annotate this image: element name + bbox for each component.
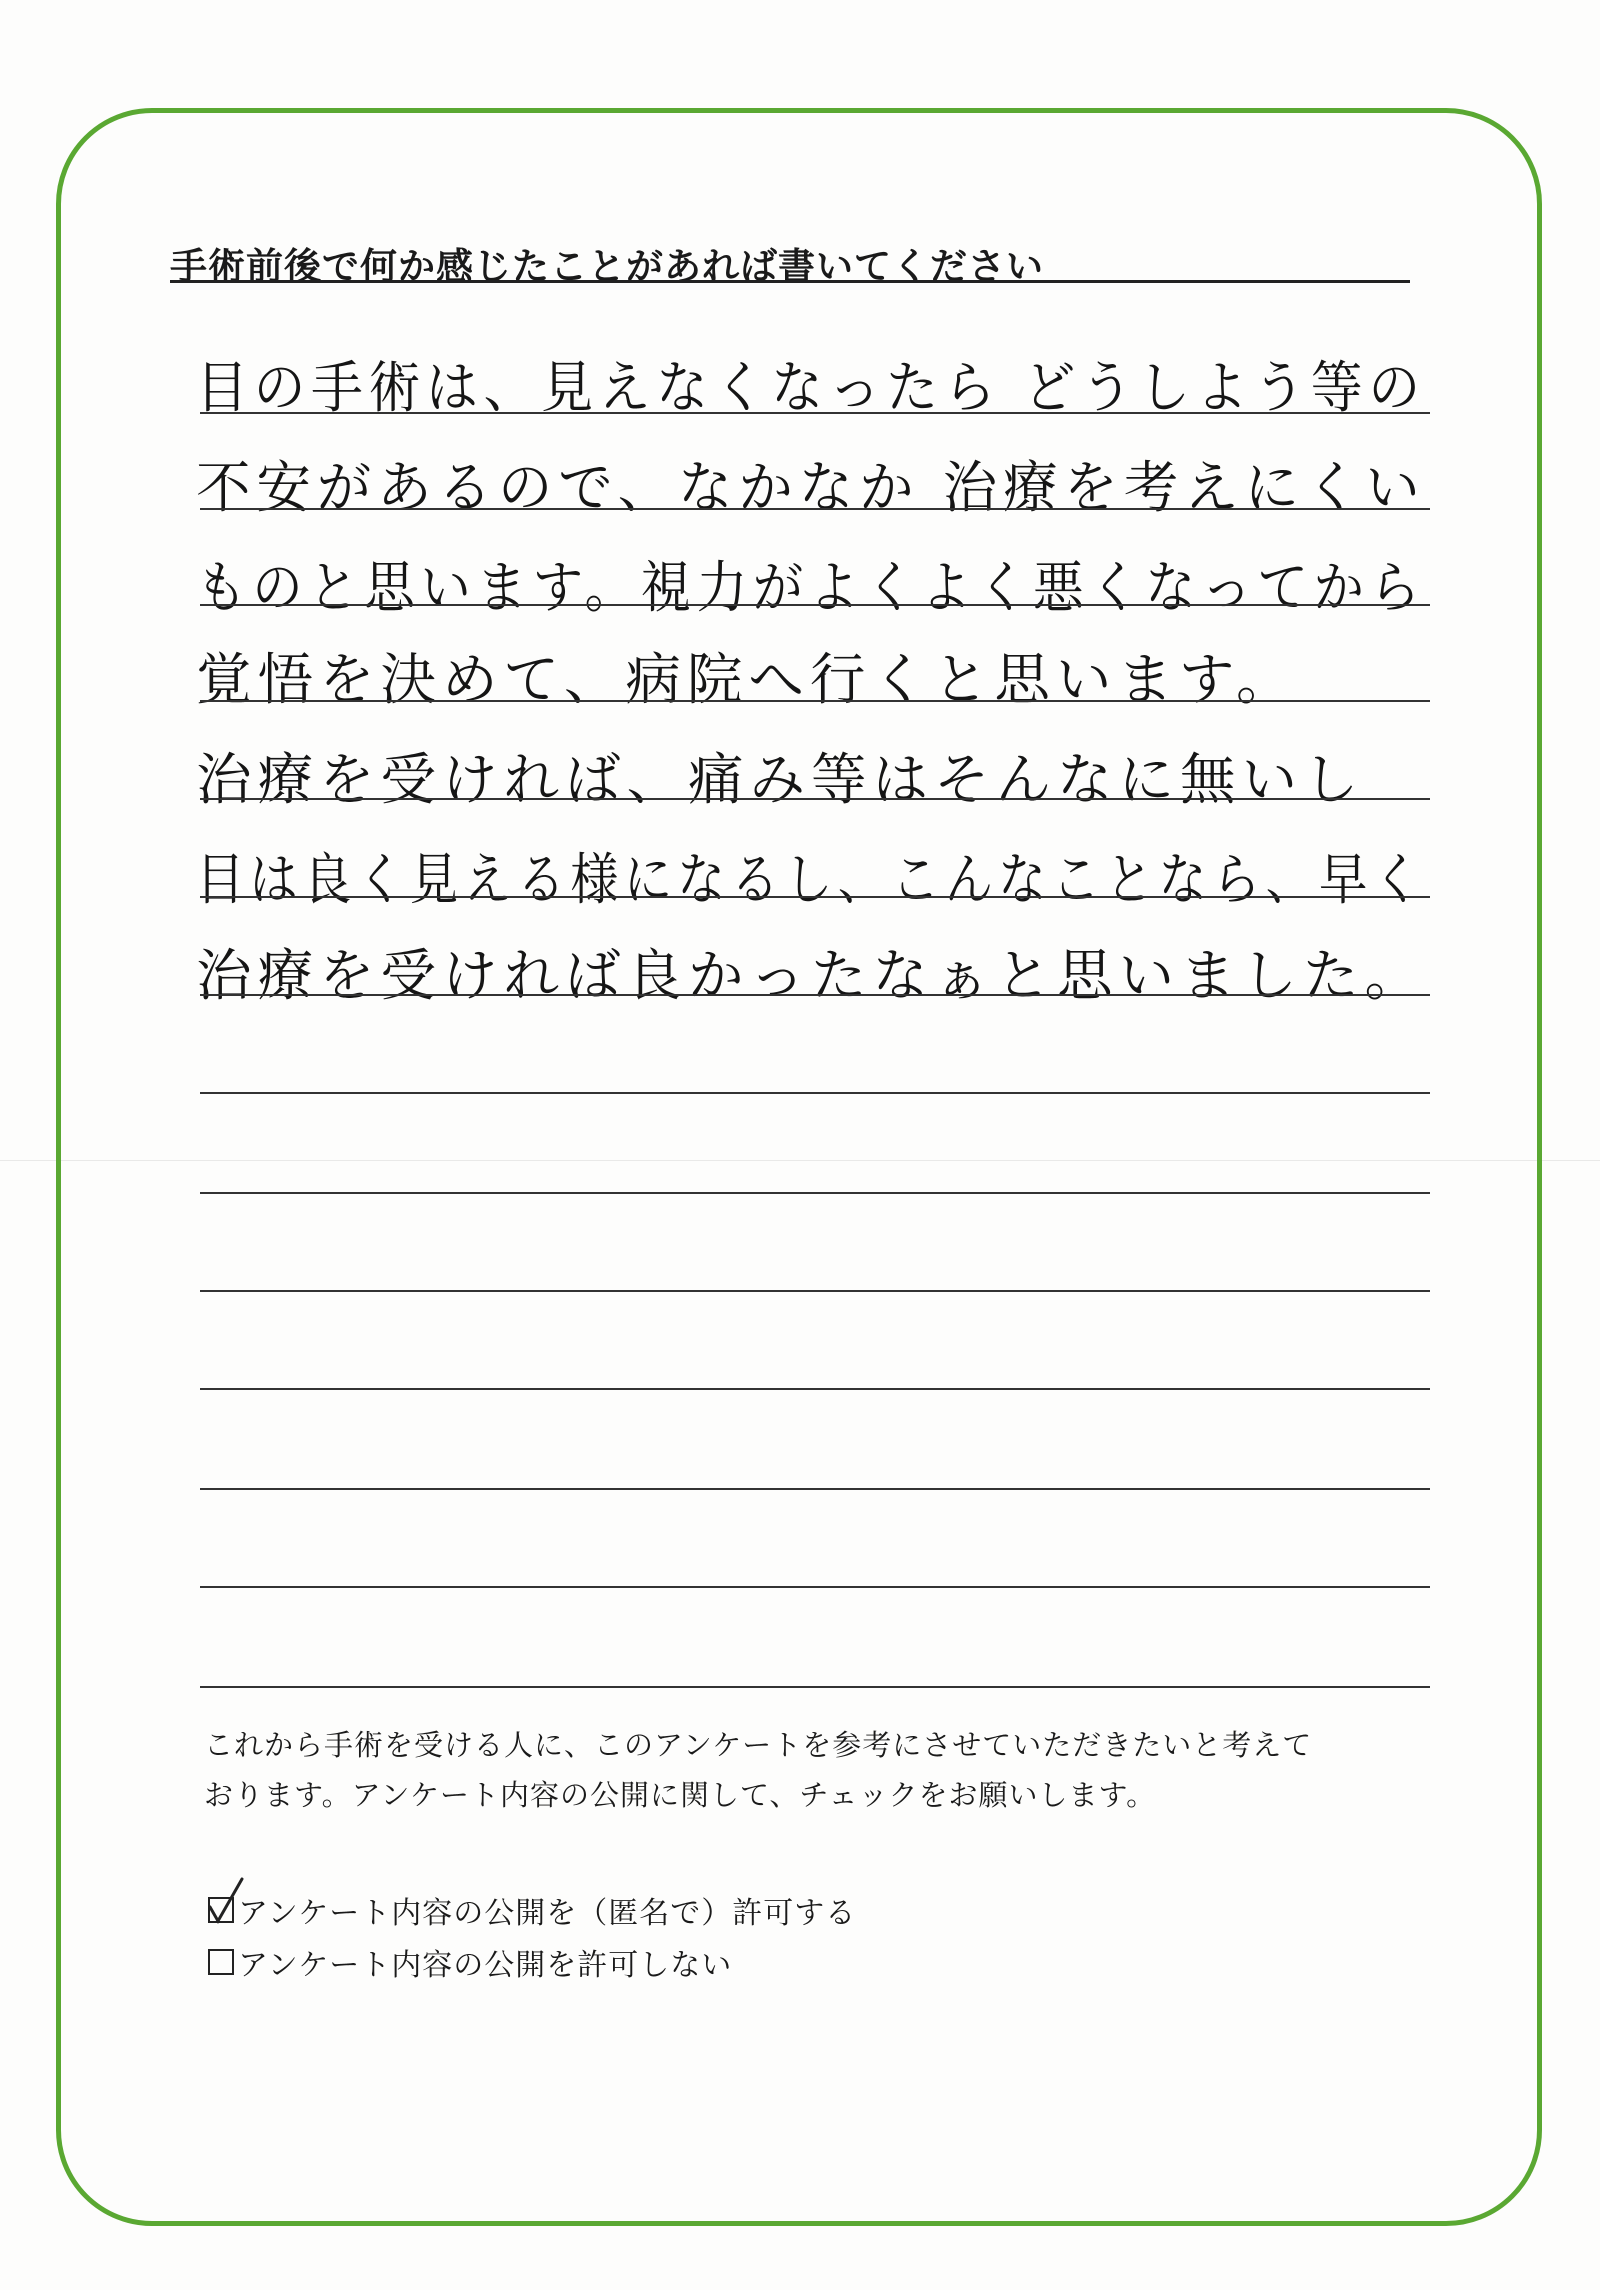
answer-rule-10 [200,1290,1430,1292]
publication-notice [204,1720,1444,1820]
answer-rule-4 [200,700,1430,702]
option-deny-publication[interactable] [208,1940,732,1984]
deny-checkbox[interactable] [208,1949,234,1975]
handwritten-line-2: 不安があるので、なかなか 治療を考えにくい [196,456,1426,521]
answer-rule-13 [200,1586,1430,1588]
handwritten-line-6: 目は良く見える様になるし、こんなことなら、早く [196,848,1426,913]
handwritten-line-3: ものと思います。視力がよくよく悪くなってから [196,556,1426,621]
handwritten-line-4: 覚悟を決めて、病院へ行くと思います。 [196,648,1298,713]
answer-rule-7 [200,994,1430,996]
answer-rule-6 [200,896,1430,898]
answer-rule-3 [200,604,1430,606]
heading-underline [170,280,1410,283]
answer-rule-5 [200,798,1430,800]
notice-line-1: これから手術を受ける人に、このアンケートを参考にさせていただきたいと考えて [204,1728,1313,1762]
answer-rule-2 [200,508,1430,510]
handwritten-line-1: 目の手術は、見えなくなったら どうしよう等の [196,356,1426,421]
question-heading: 手術前後で何か感じたことがあれば書いてください [170,245,1044,288]
handwritten-line-7: 治療を受ければ良かったなぁと思いました。 [196,944,1426,1009]
allow-label: アンケート内容の公開を（匿名で）許可する [238,1896,857,1931]
notice-line-2: おります。アンケート内容の公開に関して、チェックをお願いします。 [204,1778,1157,1812]
answer-rule-1 [200,412,1430,414]
option-allow-publication[interactable] [208,1888,856,1932]
allow-checkbox[interactable] [208,1897,234,1923]
deny-label: アンケート内容の公開を許可しない [238,1948,733,1983]
answer-rule-9 [200,1192,1430,1194]
answer-rule-11 [200,1388,1430,1390]
checkmark-icon [206,1877,246,1925]
answer-rule-14 [200,1686,1430,1688]
handwritten-line-5: 治療を受ければ、痛み等はそんなに無いし [196,748,1365,813]
answer-rule-8 [200,1092,1430,1094]
answer-rule-12 [200,1488,1430,1490]
